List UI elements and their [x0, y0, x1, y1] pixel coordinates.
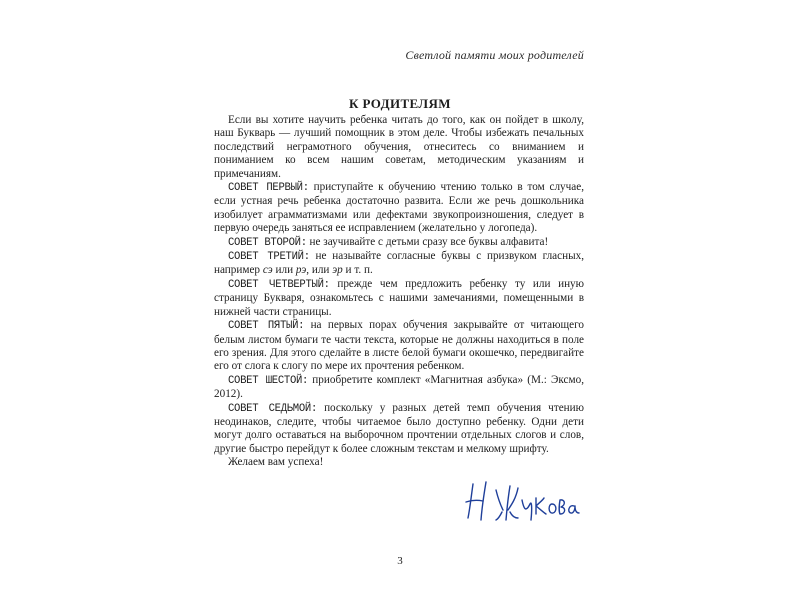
advice-text: приступайте к обучению чтению только в том случае, если устная речь ребенка достаточно развита. Если же речь дошкольника изобилует аграмматизмами или дефектами звукопроизношения, следует в первую очередь заняться ее исправлением (желательно у логопеда).: [214, 181, 584, 235]
body-text: [214, 114, 584, 470]
example-sound: эр: [332, 264, 343, 277]
example-sound: рэ: [295, 264, 307, 277]
advice-paragraph-2: [214, 236, 584, 250]
page-number: 3: [397, 555, 403, 567]
example-sound: сэ: [262, 264, 273, 277]
advice-label: СОВЕТ ВТОРОЙ:: [228, 236, 307, 249]
advice-text: прежде чем предложить ребенку ту или иную страницу Букваря, ознакомьтесь с нашими замечаниями, помещенными в нижней части страницы.: [214, 277, 585, 318]
advice-label: СОВЕТ ЧЕТВЕРТЫЙ:: [228, 278, 330, 291]
advice-label: СОВЕТ СЕДЬМОЙ:: [228, 402, 318, 415]
advice-label: СОВЕТ ПЕРВЫЙ:: [228, 182, 309, 195]
advice-text: приобретите комплект «Магнитная азбука» (М.: Эксмо, 2012).: [214, 373, 584, 401]
advice-text: или: [272, 264, 296, 277]
advice-paragraph-3: [214, 250, 584, 278]
advice-paragraph-6: [214, 374, 584, 402]
advice-label: СОВЕТ ШЕСТОЙ:: [228, 374, 309, 387]
dedication: Светлой памяти моих родителей: [405, 48, 584, 62]
advice-paragraph-4: [214, 278, 584, 319]
page-title: К РОДИТЕЛЯМ: [349, 96, 451, 111]
advice-text: не называйте согласные буквы с призвуком гласных, например: [214, 250, 584, 277]
advice-paragraph-5: [214, 319, 584, 374]
advice-text: , или: [306, 264, 333, 277]
advice-text: на первых порах обучения закрывайте от читающего белым листом бумаги те части текста, которые не должны находиться в поле его зрения. Для этого сделайте в листе белой бумаги окошечко, передвигайте его от слога к слогу по мере их прочтения ребенком.: [214, 319, 584, 373]
advice-label: СОВЕТ ПЯТЫЙ:: [228, 320, 305, 333]
advice-text: не заучивайте с детьми сразу все буквы алфавита!: [306, 235, 549, 248]
signature-image: [462, 476, 582, 526]
closing-line: Желаем вам успеха!: [228, 456, 324, 469]
intro-paragraph: Если вы хотите научить ребенка читать до того, как он пойдет в школу, наш Букварь — лучший помощник в этом деле. Чтобы избежать печальных последствий неграмотного обучения, отнеситесь со вниманием и пониманием ко всем нашим советам, методическим указаниям и примечаниям.: [214, 114, 584, 180]
advice-text: и т. п.: [342, 264, 373, 277]
advice-paragraph-7: [214, 402, 584, 457]
advice-paragraph-1: [214, 181, 584, 236]
advice-text: поскольку у разных детей темп обучения чтению неодинаков, следите, чтобы читаемое было доступно ребенку. Одни дети могут долго оставаться на выборочном прочтении отдельных слогов и слов, другие быстро перейдут к более сложным текстам и мелкому шрифту.: [214, 401, 585, 455]
advice-label: СОВЕТ ТРЕТИЙ:: [228, 251, 310, 264]
